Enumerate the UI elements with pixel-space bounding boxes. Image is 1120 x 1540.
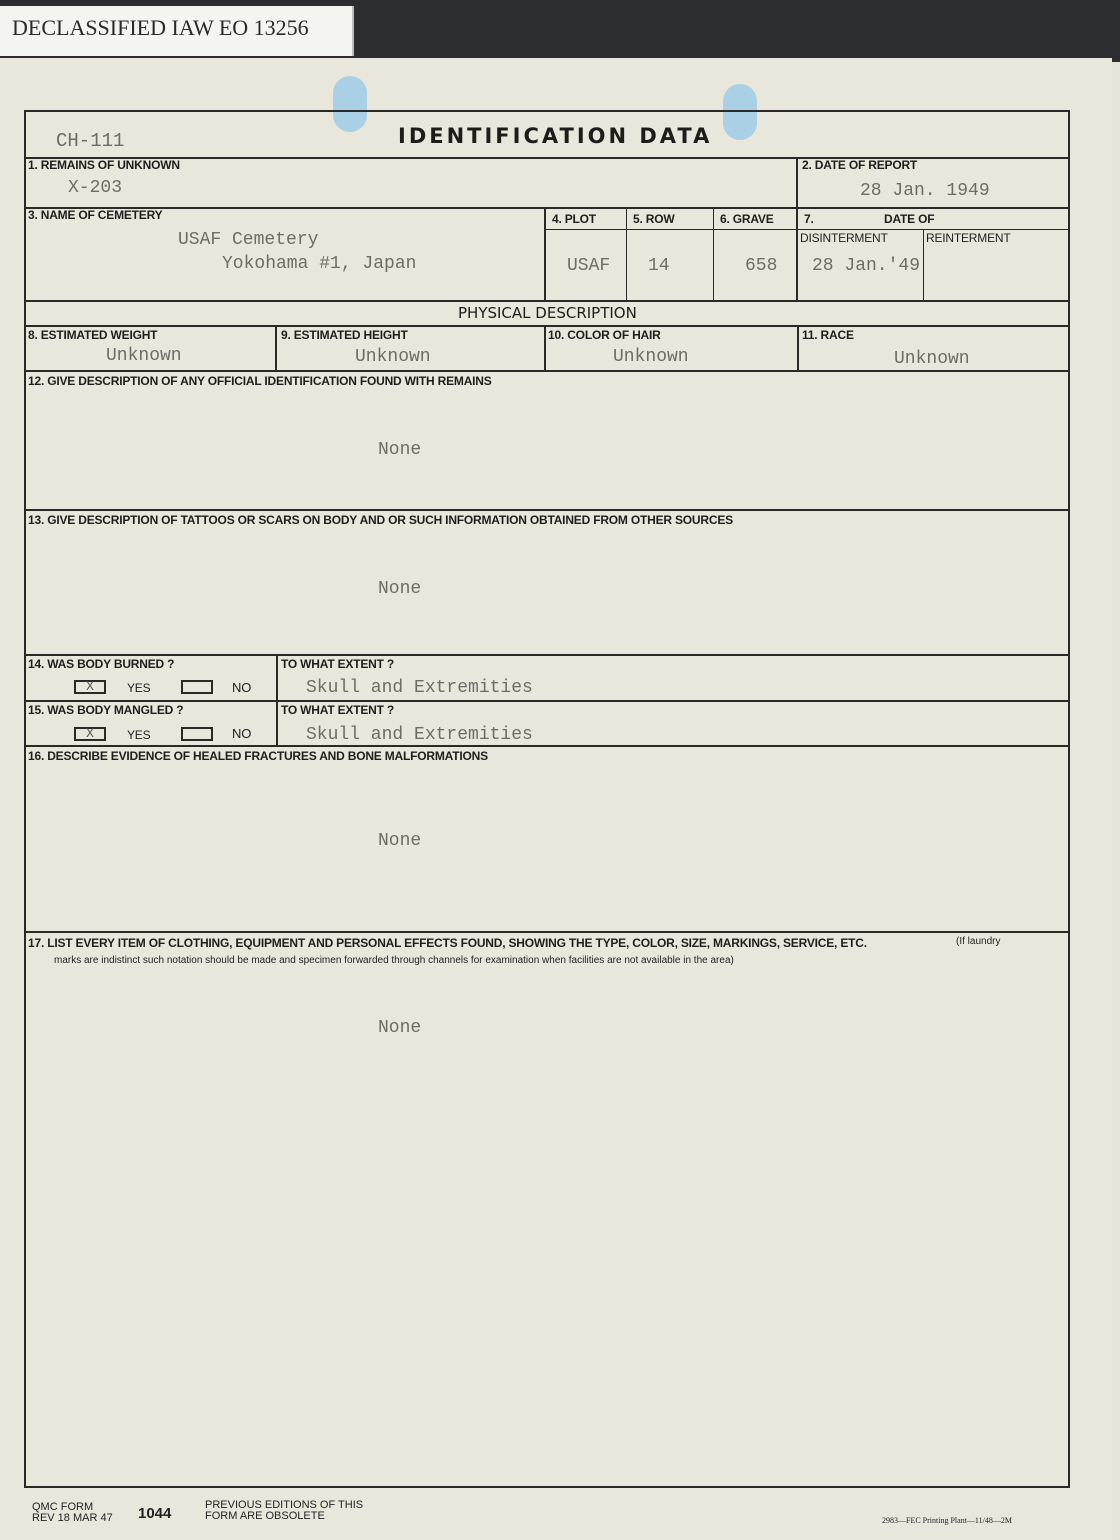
burned-extent-value: Skull and Extremities [306,678,533,698]
cemetery-value-line1: USAF Cemetery [178,230,319,250]
disinterment-value: 28 Jan.'49 [812,256,921,276]
rule [626,207,627,300]
date-of-label: DATE OF [884,212,935,226]
official-id-value: None [378,440,422,460]
row-label: 5. ROW [633,212,675,226]
plot-label: 4. PLOT [552,212,596,226]
rule [24,370,1070,372]
footer-form-line2: REV 18 MAR 47 [32,1512,113,1524]
clothing-label: 17. LIST EVERY ITEM OF CLOTHING, EQUIPMENT AND PERSONAL EFFECTS FOUND, SHOWING THE TYPE, COLOR, SIZE, MARKINGS, SERVICE, ETC. [28,936,867,950]
mangled-no-checkbox [181,727,213,741]
official-id-label: 12. GIVE DESCRIPTION OF ANY OFFICIAL IDENTIFICATION FOUND WITH REMAINS [28,374,492,388]
rule [544,229,1070,230]
rule [276,654,278,745]
grave-label: 6. GRAVE [720,212,774,226]
rule [797,325,799,370]
burned-no-label: NO [232,680,252,695]
burned-yes-label: YES [127,681,151,695]
burned-no-checkbox [181,680,213,694]
height-label: 9. ESTIMATED HEIGHT [281,328,408,342]
rule [24,931,1070,933]
height-value: Unknown [355,347,431,367]
form-title: IDENTIFICATION DATA [398,124,713,148]
burned-label: 14. WAS BODY BURNED ? [28,657,175,671]
rule [24,207,1070,209]
fractures-label: 16. DESCRIBE EVIDENCE OF HEALED FRACTURES AND BONE MALFORMATIONS [28,749,488,763]
date-report-value: 28 Jan. 1949 [860,181,990,201]
physical-description-heading: PHYSICAL DESCRIPTION [458,304,637,322]
date-of-number: 7. [804,212,814,226]
tattoos-label: 13. GIVE DESCRIPTION OF TATTOOS OR SCARS ON BODY AND OR SUCH INFORMATION OBTAINED FROM OTHER SOURCES [28,513,733,527]
mangled-no-label: NO [232,726,252,741]
hair-label: 10. COLOR OF HAIR [548,328,661,342]
disinterment-label: DISINTERMENT [800,231,888,245]
mangled-yes-label: YES [127,728,151,742]
hair-value: Unknown [613,347,689,367]
rule [24,300,1070,302]
rule [24,745,1070,747]
remains-label: 1. REMAINS OF UNKNOWN [28,158,180,172]
cemetery-label: 3. NAME OF CEMETERY [28,208,163,222]
mangled-yes-checkbox: X [74,727,106,741]
weight-value: Unknown [106,346,182,366]
remains-value: X-203 [68,178,123,198]
mangled-extent-label: TO WHAT EXTENT ? [281,703,395,717]
rule [24,325,1070,327]
clothing-note-start: (If laundry [956,936,1001,947]
form-id-typed: CH-111 [56,130,125,152]
burned-yes-checkbox: X [74,680,106,694]
plot-value: USAF [567,256,611,276]
rule [24,654,1070,656]
mangled-extent-value: Skull and Extremities [306,725,533,745]
clothing-value: None [378,1018,422,1038]
clothing-note: marks are indistinct such notation should be made and specimen forwarded through channels for examination when facilities are not available in the area) [54,955,734,966]
footer-printer: 2983—FEC Printing Plant—11/48—2M [882,1516,1012,1525]
mangled-label: 15. WAS BODY MANGLED ? [28,703,184,717]
rule [275,325,277,370]
cemetery-value-line2: Yokohama #1, Japan [222,254,417,274]
weight-label: 8. ESTIMATED WEIGHT [28,328,158,342]
rule [24,509,1070,511]
row-value: 14 [648,256,670,276]
footer-form-line1: QMC FORM [32,1501,94,1513]
burned-extent-label: TO WHAT EXTENT ? [281,657,395,671]
race-label: 11. RACE [802,328,854,342]
grave-value: 658 [745,256,778,276]
rule [24,700,1070,702]
fractures-value: None [378,831,422,851]
race-value: Unknown [894,349,970,369]
tattoos-value: None [378,579,422,599]
rule [796,157,798,300]
declassified-stamp: DECLASSIFIED IAW EO 13256 [0,6,354,56]
footer-form-number: 1044 [138,1505,172,1522]
footer-previous-line2: FORM ARE OBSOLETE [205,1510,325,1522]
rule [923,229,924,300]
date-report-label: 2. DATE OF REPORT [802,158,918,172]
reinterment-label: REINTERMENT [926,231,1011,245]
rule [544,207,546,300]
footer-previous-line1: PREVIOUS EDITIONS OF THIS [205,1499,364,1511]
rule [544,325,546,370]
rule [713,207,714,300]
